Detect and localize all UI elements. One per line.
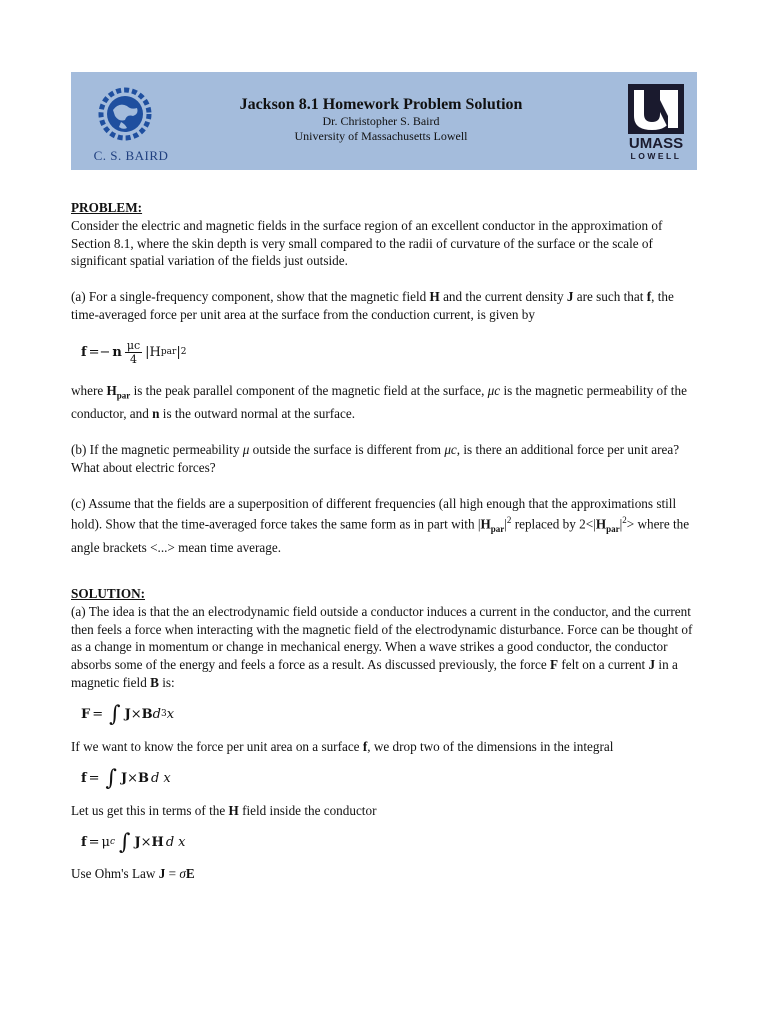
solution-line-4: Use Ohm's Law J = σE: [71, 866, 195, 882]
solution-line-2: If we want to know the force per unit area on a surface f, we drop two of the dimensions in the integral: [71, 738, 614, 754]
problem-heading: PROBLEM:: [71, 200, 143, 215]
document-body: [71, 199, 701, 883]
equation-lorentz-surface: f = ∫ J × B d x: [81, 765, 171, 791]
equation-force-h-field: f = μ c ∫ J × H d x: [81, 829, 186, 855]
equation-force-surface: f =− n $\frac{\mu c}{4}$ |H par | 2: [81, 339, 187, 367]
solution-heading: SOLUTION:: [71, 586, 146, 602]
title-block: [201, 96, 561, 144]
problem-where: where $H_{par}$ is the peak parallel component of the magnetic field at the surface, μc is the magnetic permeability of the conductor, and n is the outward normal at the surface.: [71, 382, 687, 422]
umass-wordmark: UMASS: [628, 135, 684, 152]
institution-name: University of Massachusetts Lowell: [294, 129, 468, 143]
problem-part-a: (a) For a single-frequency component, show that the magnetic field H and the current density J are such that f, the time-averaged force per unit area at the surface from the conduction current, is given by: [71, 289, 674, 322]
equation-lorentz-volume: F = ∫ J × B d 3 x: [81, 701, 175, 727]
umass-emblem-icon: [628, 84, 684, 134]
document-title: Jackson 8.1 Homework Problem Solution: [239, 96, 523, 113]
solution-line-3: Let us get this in terms of the H field inside the conductor: [71, 802, 377, 818]
solution-intro: (a) The idea is that the an electrodynamic field outside a conductor induces a current in the conductor, and the current then feels a force when interacting with the magnetic field of the electrodynamic disturbance. Force can be thought of as a change in momentum or change in mechanical energy. When a wave strikes a good conductor, the conductor absorbs some of the energy and feels a force as a result. As discussed previously, the force F felt on a current J in a magnetic field B is:: [71, 603, 693, 691]
cs-baird-logo: [85, 80, 169, 164]
globe-gear-icon: [91, 80, 159, 148]
problem-part-c: (c) Assume that the fields are a superposition of different frequencies (all high enough that the approximations still hold). Show that the time-averaged force takes the same form as in part with $|H_{par}|^2$ replaced by $2<|H_{par}|^2>$ where the angle brackets <...> mean time average.: [71, 495, 690, 556]
author-name: Dr. Christopher S. Baird: [322, 114, 440, 128]
lowell-wordmark: LOWELL: [630, 151, 682, 161]
umass-lowell-logo: [626, 84, 686, 162]
problem-part-b: (b) If the magnetic permeability μ outside the surface is different from μc, is there an additional force per unit area? What about electric forces?: [71, 442, 680, 475]
problem-intro: Consider the electric and magnetic fields in the surface region of an excellent conductor in the approximation of Section 8.1, where the skin depth is very small compared to the radii of curvature of the surface or the scale of significant spatial variation of the fields just outside.: [71, 217, 663, 269]
header-banner: [71, 72, 697, 170]
cs-baird-label: C. S. BAIRD: [93, 148, 169, 163]
